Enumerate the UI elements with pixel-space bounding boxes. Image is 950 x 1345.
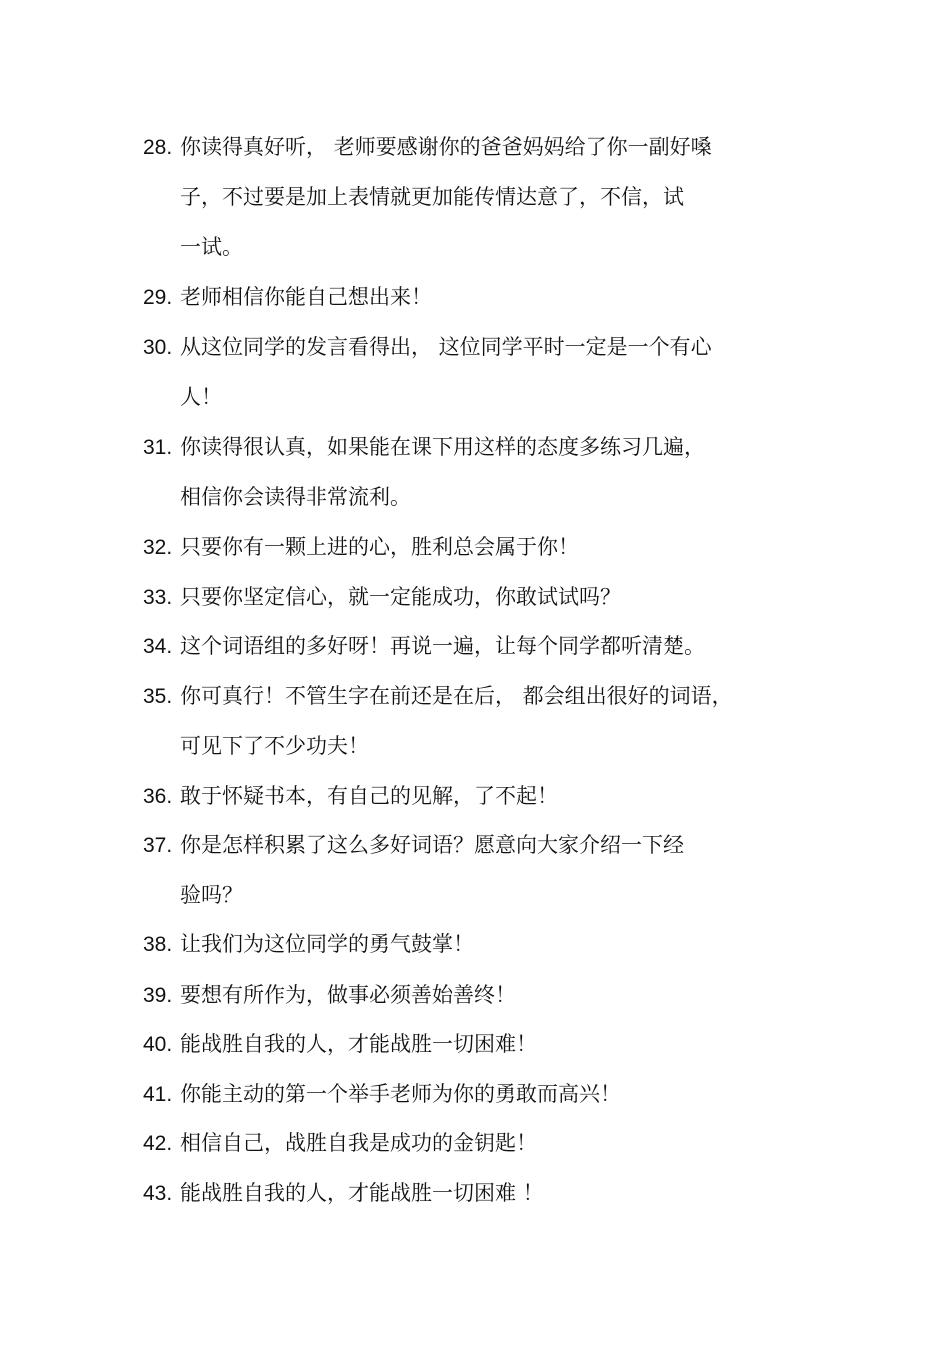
list-item-42: [143, 1118, 803, 1168]
item-text: 可见下了不少功夫！: [180, 734, 369, 758]
item-text: 人！: [180, 385, 222, 409]
list-item-37: [143, 820, 803, 920]
list-item-43: [143, 1168, 803, 1218]
item-number: 40.: [143, 1033, 173, 1056]
item-text: 你可真行！不管生字在前还是在后， 都会组出很好的词语，: [180, 684, 733, 708]
item-number: 39.: [143, 984, 173, 1007]
list-item-32: [143, 522, 803, 572]
item-text: 你能主动的第一个举手老师为你的勇敢而高兴！: [180, 1082, 621, 1106]
item-text: 要想有所作为，做事必须善始善终！: [180, 983, 516, 1007]
item-text: 能战胜自我的人，才能战胜一切困难 ！: [180, 1181, 544, 1205]
item-number: 43.: [143, 1182, 173, 1205]
item-number: 35.: [143, 685, 173, 708]
item-number: 36.: [143, 785, 173, 808]
item-number: 30.: [143, 336, 173, 359]
list-item-28: [143, 122, 803, 272]
item-number: 31.: [143, 436, 173, 459]
item-text: 一试。: [180, 235, 243, 259]
item-text: 验吗？: [180, 883, 243, 907]
list-item-40: [143, 1019, 803, 1069]
item-text: 子，不过要是加上表情就更加能传情达意了，不信，试: [180, 185, 684, 209]
item-text: 你是怎样积累了这么多好词语？愿意向大家介绍一下经: [180, 833, 684, 857]
list-item-30: [143, 322, 803, 422]
item-number: 34.: [143, 635, 173, 658]
item-text: 你读得很认真，如果能在课下用这样的态度多练习几遍，: [180, 435, 705, 459]
item-number: 38.: [143, 933, 173, 956]
item-text: 让我们为这位同学的勇气鼓掌！: [180, 932, 474, 956]
item-text: 这个词语组的多好呀！再说一遍，让每个同学都听清楚。: [180, 634, 705, 658]
list-item-34: [143, 621, 803, 671]
list-item-39: [143, 970, 803, 1020]
list-item-33: [143, 572, 803, 622]
item-number: 33.: [143, 586, 173, 609]
item-text: 相信你会读得非常流利。: [180, 485, 411, 509]
item-number: 42.: [143, 1132, 173, 1155]
item-text: 从这位同学的发言看得出， 这位同学平时一定是一个有心: [180, 335, 712, 359]
list-item-38: [143, 919, 803, 969]
item-number: 28.: [143, 136, 173, 159]
item-text: 只要你有一颗上进的心，胜利总会属于你！: [180, 535, 579, 559]
item-text: 能战胜自我的人，才能战胜一切困难！: [180, 1032, 537, 1056]
item-number: 29.: [143, 286, 173, 309]
item-text: 你读得真好听， 老师要感谢你的爸爸妈妈给了你一副好嗓: [180, 135, 712, 159]
item-text: 敢于怀疑书本，有自己的见解，了不起！: [180, 784, 558, 808]
list-item-36: [143, 771, 803, 821]
item-text: 只要你坚定信心，就一定能成功，你敢试试吗？: [180, 585, 621, 609]
list-item-35: [143, 671, 803, 771]
list-item-31: [143, 422, 803, 522]
list-item-41: [143, 1069, 803, 1119]
item-number: 41.: [143, 1083, 173, 1106]
list-item-29: [143, 272, 803, 322]
item-number: 32.: [143, 536, 173, 559]
item-text: 老师相信你能自己想出来！: [180, 285, 432, 309]
item-number: 37.: [143, 834, 173, 857]
item-text: 相信自己，战胜自我是成功的金钥匙！: [180, 1131, 537, 1155]
